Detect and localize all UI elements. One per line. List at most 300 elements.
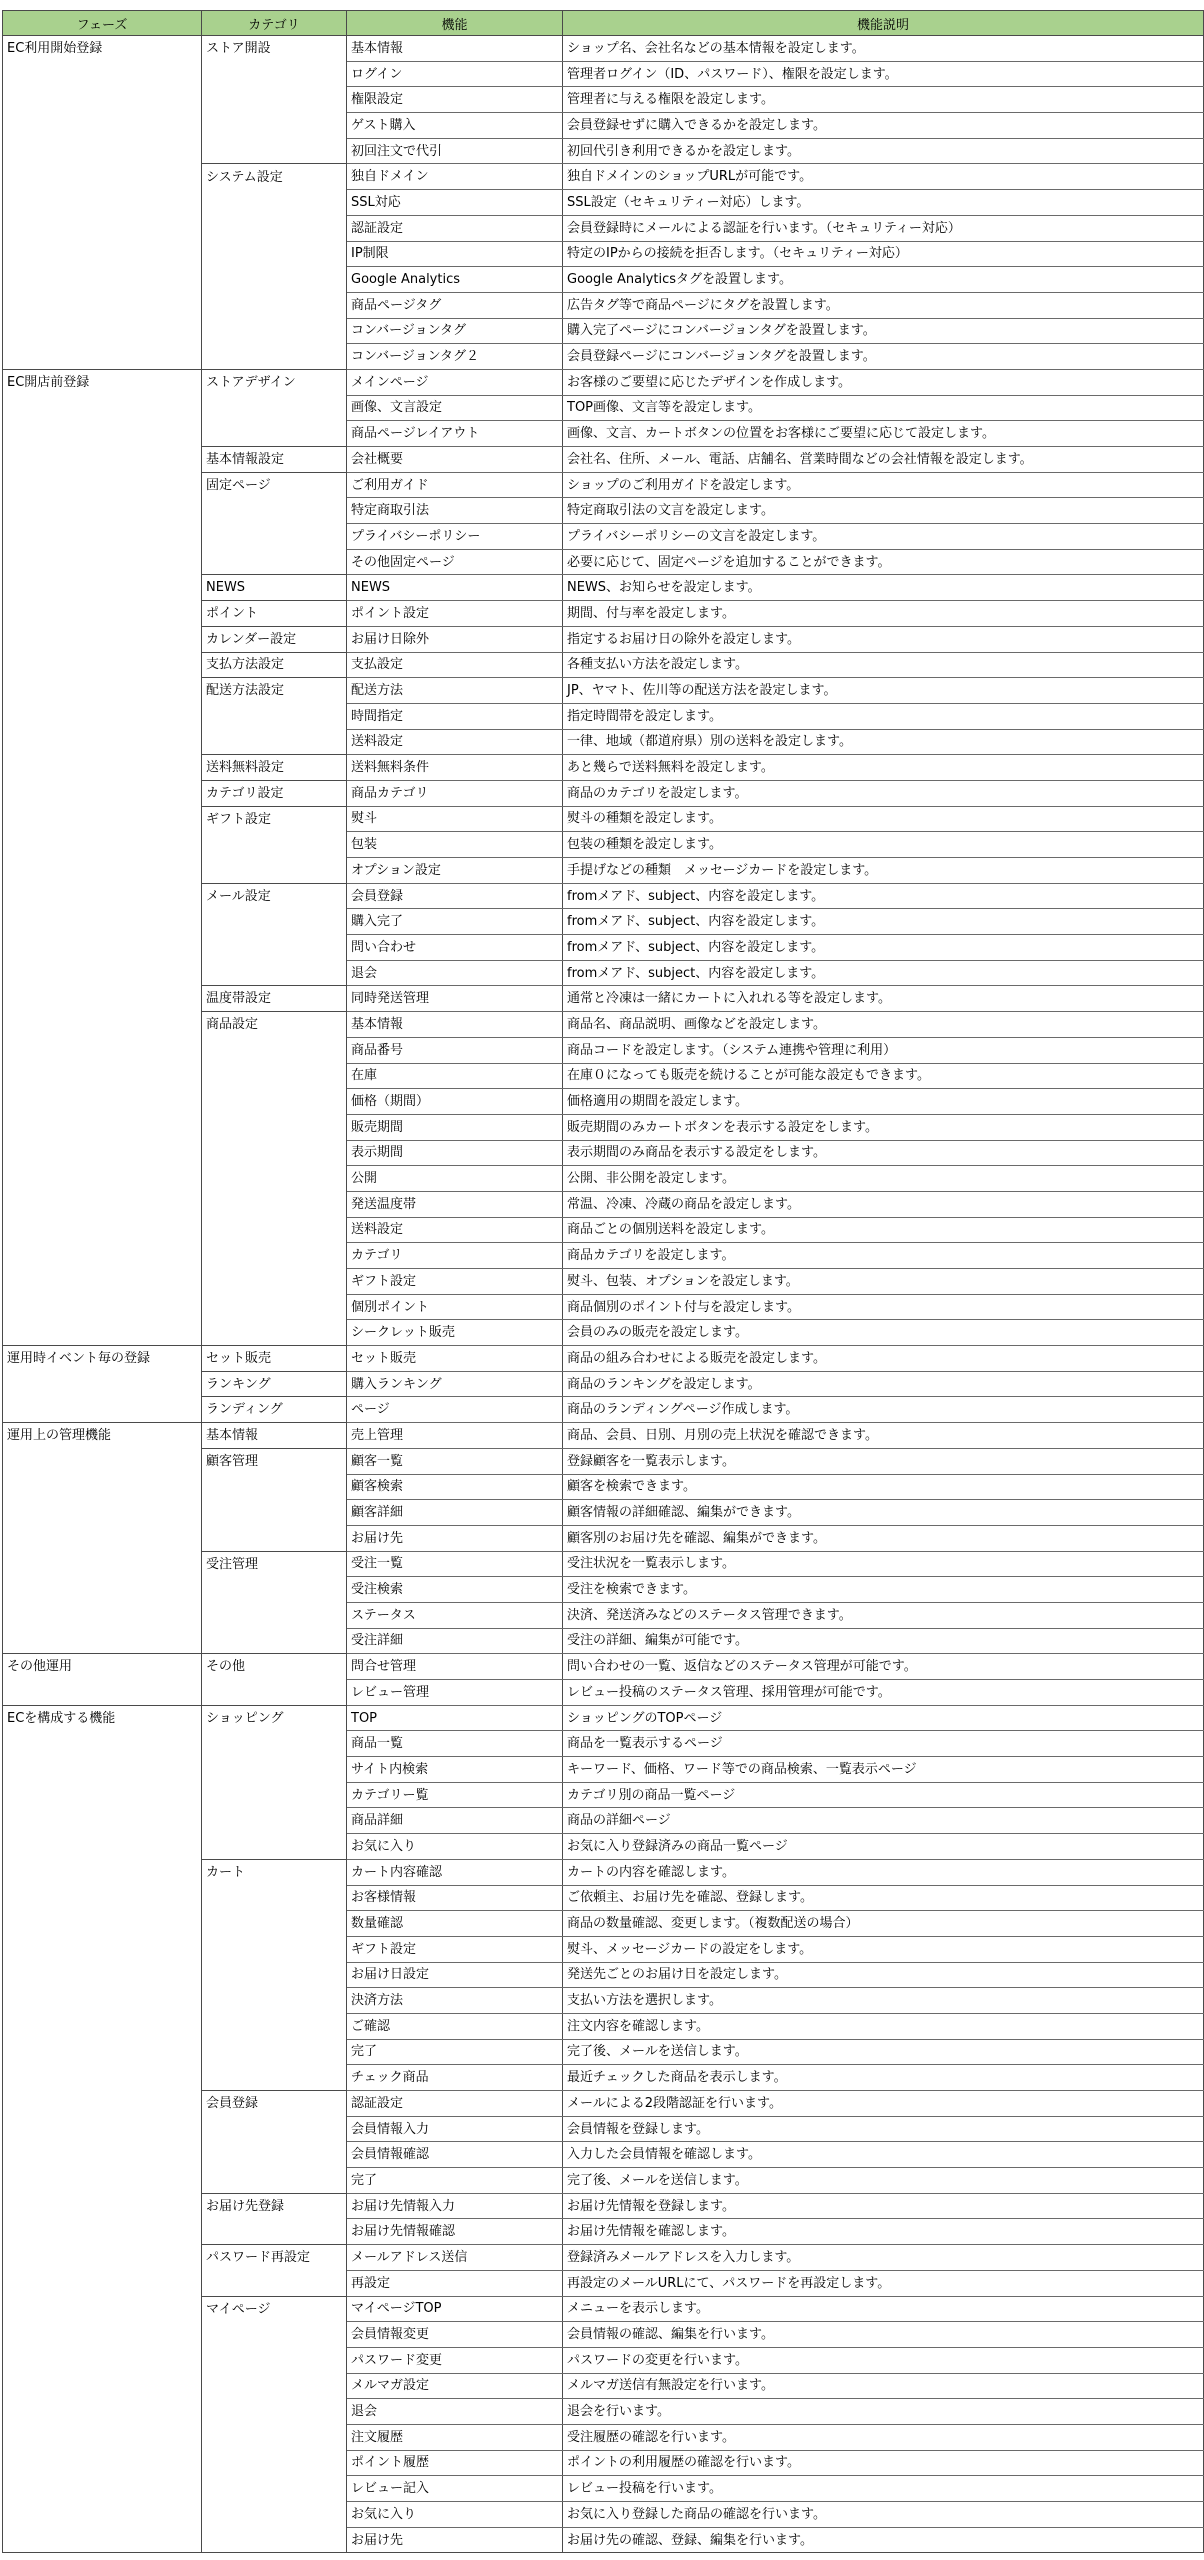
feature-cell[interactable]: 問合せ管理 (347, 1654, 563, 1680)
description-cell[interactable]: 商品を一覧表示するページ (563, 1731, 1204, 1757)
phase-cell[interactable] (3, 1859, 202, 1885)
description-cell[interactable]: 完了後、メールを送信します。 (563, 2039, 1204, 2065)
feature-cell[interactable]: 顧客検索 (347, 1474, 563, 1500)
feature-cell[interactable]: シークレット販売 (347, 1320, 563, 1346)
description-cell[interactable]: 常温、冷凍、冷蔵の商品を設定します。 (563, 1191, 1204, 1217)
category-cell[interactable]: ポイント (202, 601, 347, 627)
description-cell[interactable]: 商品カテゴリを設定します。 (563, 1243, 1204, 1269)
phase-cell[interactable] (3, 1320, 202, 1346)
description-cell[interactable]: 注文内容を確認します。 (563, 2013, 1204, 2039)
category-cell[interactable]: パスワード再設定 (202, 2245, 347, 2271)
description-cell[interactable]: 公開、非公開を設定します。 (563, 1166, 1204, 1192)
description-cell[interactable]: JP、ヤマト、佐川等の配送方法を設定します。 (563, 678, 1204, 704)
feature-cell[interactable]: 包装 (347, 832, 563, 858)
feature-cell[interactable]: 熨斗 (347, 806, 563, 832)
phase-cell[interactable] (3, 2322, 202, 2348)
description-cell[interactable]: 各種支払い方法を設定します。 (563, 652, 1204, 678)
phase-cell[interactable]: その他運用 (3, 1654, 202, 1680)
category-cell[interactable] (202, 1962, 347, 1988)
category-cell[interactable]: その他 (202, 1654, 347, 1680)
phase-cell[interactable] (3, 960, 202, 986)
category-cell[interactable] (202, 832, 347, 858)
phase-cell[interactable] (3, 1911, 202, 1937)
description-cell[interactable]: 受注を検索できます。 (563, 1577, 1204, 1603)
description-cell[interactable]: 価格適用の期間を設定します。 (563, 1089, 1204, 1115)
description-cell[interactable]: 必要に応じて、固定ページを追加することができます。 (563, 549, 1204, 575)
feature-cell[interactable]: マイページTOP (347, 2296, 563, 2322)
category-cell[interactable] (202, 1114, 347, 1140)
description-cell[interactable]: ショップのご利用ガイドを設定します。 (563, 472, 1204, 498)
feature-cell[interactable]: 売上管理 (347, 1423, 563, 1449)
category-cell[interactable]: メール設定 (202, 883, 347, 909)
description-cell[interactable]: 期間、付与率を設定します。 (563, 601, 1204, 627)
phase-cell[interactable] (3, 1988, 202, 2014)
feature-cell[interactable]: 初回注文で代引 (347, 138, 563, 164)
phase-cell[interactable] (3, 806, 202, 832)
feature-cell[interactable]: 送料無料条件 (347, 755, 563, 781)
description-cell[interactable]: Google Analyticsタグを設置します。 (563, 267, 1204, 293)
description-cell[interactable]: 指定するお届け日の除外を設定します。 (563, 626, 1204, 652)
phase-cell[interactable] (3, 164, 202, 190)
phase-cell[interactable] (3, 2399, 202, 2425)
phase-cell[interactable] (3, 2527, 202, 2553)
feature-cell[interactable]: 表示期間 (347, 1140, 563, 1166)
description-cell[interactable]: プライバシーポリシーの文言を設定します。 (563, 524, 1204, 550)
phase-cell[interactable] (3, 2116, 202, 2142)
phase-cell[interactable] (3, 2168, 202, 2194)
feature-cell[interactable]: 権限設定 (347, 87, 563, 113)
category-cell[interactable] (202, 1731, 347, 1757)
description-cell[interactable]: 表示期間のみ商品を表示する設定をします。 (563, 1140, 1204, 1166)
category-cell[interactable]: お届け先登録 (202, 2193, 347, 2219)
description-cell[interactable]: ショッピングのTOPページ (563, 1705, 1204, 1731)
feature-cell[interactable]: 完了 (347, 2168, 563, 2194)
phase-cell[interactable] (3, 1834, 202, 1860)
feature-cell[interactable]: 独自ドメイン (347, 164, 563, 190)
description-cell[interactable]: 商品ごとの個別送料を設定します。 (563, 1217, 1204, 1243)
category-cell[interactable]: 商品設定 (202, 1012, 347, 1038)
description-cell[interactable]: レビュー投稿のステータス管理、採用管理が可能です。 (563, 1680, 1204, 1706)
feature-cell[interactable]: IP制限 (347, 241, 563, 267)
feature-cell[interactable]: 個別ポイント (347, 1294, 563, 1320)
phase-cell[interactable] (3, 1628, 202, 1654)
phase-cell[interactable] (3, 215, 202, 241)
description-cell[interactable]: 受注状況を一覧表示します。 (563, 1551, 1204, 1577)
category-cell[interactable] (202, 1166, 347, 1192)
feature-cell[interactable]: 完了 (347, 2039, 563, 2065)
feature-cell[interactable]: 会員情報入力 (347, 2116, 563, 2142)
feature-cell[interactable]: 会社概要 (347, 447, 563, 473)
description-cell[interactable]: 支払い方法を選択します。 (563, 1988, 1204, 2014)
description-cell[interactable]: カートの内容を確認します。 (563, 1859, 1204, 1885)
phase-cell[interactable] (3, 601, 202, 627)
feature-cell[interactable]: 画像、文言設定 (347, 395, 563, 421)
phase-cell[interactable]: 運用時イベント毎の登録 (3, 1346, 202, 1372)
phase-cell[interactable] (3, 1243, 202, 1269)
feature-cell[interactable]: 受注詳細 (347, 1628, 563, 1654)
feature-cell[interactable]: ポイント履歴 (347, 2450, 563, 2476)
phase-cell[interactable] (3, 626, 202, 652)
category-cell[interactable] (202, 1217, 347, 1243)
feature-cell[interactable]: 顧客一覧 (347, 1448, 563, 1474)
phase-cell[interactable] (3, 1885, 202, 1911)
feature-cell[interactable]: 決済方法 (347, 1988, 563, 2014)
feature-cell[interactable]: 会員登録 (347, 883, 563, 909)
feature-cell[interactable]: お届け日設定 (347, 1962, 563, 1988)
category-cell[interactable]: NEWS (202, 575, 347, 601)
category-cell[interactable] (202, 241, 347, 267)
description-cell[interactable]: fromメアド、subject、内容を設定します。 (563, 935, 1204, 961)
category-cell[interactable] (202, 1243, 347, 1269)
phase-cell[interactable] (3, 1525, 202, 1551)
phase-cell[interactable] (3, 1037, 202, 1063)
feature-cell[interactable]: 配送方法 (347, 678, 563, 704)
feature-cell[interactable]: 数量確認 (347, 1911, 563, 1937)
phase-cell[interactable] (3, 729, 202, 755)
phase-cell[interactable] (3, 1294, 202, 1320)
feature-cell[interactable]: お客様情報 (347, 1885, 563, 1911)
description-cell[interactable]: 顧客を検索できます。 (563, 1474, 1204, 1500)
category-cell[interactable] (202, 1757, 347, 1783)
feature-cell[interactable]: 受注検索 (347, 1577, 563, 1603)
description-cell[interactable]: 入力した会員情報を確認します。 (563, 2142, 1204, 2168)
phase-cell[interactable] (3, 2373, 202, 2399)
phase-cell[interactable] (3, 1731, 202, 1757)
phase-cell[interactable] (3, 858, 202, 884)
description-cell[interactable]: 独自ドメインのショップURLが可能です。 (563, 164, 1204, 190)
category-cell[interactable] (202, 2219, 347, 2245)
category-cell[interactable] (202, 1269, 347, 1295)
phase-cell[interactable] (3, 1217, 202, 1243)
phase-cell[interactable] (3, 1757, 202, 1783)
feature-cell[interactable]: ポイント設定 (347, 601, 563, 627)
feature-cell[interactable]: ギフト設定 (347, 1269, 563, 1295)
category-cell[interactable] (202, 1808, 347, 1834)
phase-cell[interactable] (3, 780, 202, 806)
phase-cell[interactable] (3, 549, 202, 575)
category-cell[interactable]: 基本情報設定 (202, 447, 347, 473)
category-cell[interactable]: 温度帯設定 (202, 986, 347, 1012)
description-cell[interactable]: 特定商取引法の文言を設定します。 (563, 498, 1204, 524)
category-cell[interactable]: 支払方法設定 (202, 652, 347, 678)
phase-cell[interactable] (3, 61, 202, 87)
category-cell[interactable] (202, 2142, 347, 2168)
description-cell[interactable]: メールによる2段階認証を行います。 (563, 2091, 1204, 2117)
category-cell[interactable] (202, 2476, 347, 2502)
description-cell[interactable]: 購入完了ページにコンバージョンタグを設置します。 (563, 318, 1204, 344)
phase-cell[interactable] (3, 2270, 202, 2296)
category-cell[interactable] (202, 2116, 347, 2142)
phase-cell[interactable] (3, 2065, 202, 2091)
feature-cell[interactable]: Google Analytics (347, 267, 563, 293)
category-cell[interactable] (202, 1294, 347, 1320)
description-cell[interactable]: 商品名、商品説明、画像などを設定します。 (563, 1012, 1204, 1038)
phase-cell[interactable] (3, 2347, 202, 2373)
feature-cell[interactable]: 注文履歴 (347, 2424, 563, 2450)
feature-cell[interactable]: 受注一覧 (347, 1551, 563, 1577)
feature-cell[interactable]: 発送温度帯 (347, 1191, 563, 1217)
category-cell[interactable]: システム設定 (202, 164, 347, 190)
description-cell[interactable]: 特定のIPからの接続を拒否します。（セキュリティー対応） (563, 241, 1204, 267)
feature-cell[interactable]: 会員情報確認 (347, 2142, 563, 2168)
description-cell[interactable]: 顧客別のお届け先を確認、編集ができます。 (563, 1525, 1204, 1551)
category-cell[interactable]: ストアデザイン (202, 369, 347, 395)
description-cell[interactable]: 熨斗、メッセージカードの設定をします。 (563, 1936, 1204, 1962)
category-cell[interactable] (202, 1988, 347, 2014)
category-cell[interactable] (202, 1680, 347, 1706)
phase-cell[interactable]: EC開店前登録 (3, 369, 202, 395)
feature-cell[interactable]: メルマガ設定 (347, 2373, 563, 2399)
category-cell[interactable] (202, 858, 347, 884)
description-cell[interactable]: 登録顧客を一覧表示します。 (563, 1448, 1204, 1474)
feature-cell[interactable]: 販売期間 (347, 1114, 563, 1140)
category-cell[interactable] (202, 1191, 347, 1217)
description-cell[interactable]: レビュー投稿を行います。 (563, 2476, 1204, 2502)
feature-cell[interactable]: 時間指定 (347, 703, 563, 729)
header-category[interactable]: カテゴリ (202, 11, 347, 36)
description-cell[interactable]: 通常と冷凍は一緒にカートに入れれる等を設定します。 (563, 986, 1204, 1012)
description-cell[interactable]: 会員登録時にメールによる認証を行います。（セキュリティー対応） (563, 215, 1204, 241)
feature-cell[interactable]: 商品詳細 (347, 1808, 563, 1834)
description-cell[interactable]: 商品の組み合わせによる販売を設定します。 (563, 1346, 1204, 1372)
category-cell[interactable]: 受注管理 (202, 1551, 347, 1577)
category-cell[interactable] (202, 498, 347, 524)
phase-cell[interactable] (3, 1680, 202, 1706)
category-cell[interactable] (202, 421, 347, 447)
feature-cell[interactable]: プライバシーポリシー (347, 524, 563, 550)
description-cell[interactable]: TOP画像、文言等を設定します。 (563, 395, 1204, 421)
feature-cell[interactable]: 認証設定 (347, 2091, 563, 2117)
phase-cell[interactable] (3, 395, 202, 421)
category-cell[interactable]: ギフト設定 (202, 806, 347, 832)
feature-cell[interactable]: SSL対応 (347, 190, 563, 216)
feature-cell[interactable]: 認証設定 (347, 215, 563, 241)
phase-cell[interactable] (3, 883, 202, 909)
feature-cell[interactable]: 送料設定 (347, 729, 563, 755)
description-cell[interactable]: メルマガ送信有無設定を行います。 (563, 2373, 1204, 2399)
phase-cell[interactable] (3, 986, 202, 1012)
description-cell[interactable]: 決済、発送済みなどのステータス管理できます。 (563, 1602, 1204, 1628)
feature-cell[interactable]: 同時発送管理 (347, 986, 563, 1012)
phase-cell[interactable] (3, 267, 202, 293)
description-cell[interactable]: NEWS、お知らせを設定します。 (563, 575, 1204, 601)
category-cell[interactable] (202, 1063, 347, 1089)
phase-cell[interactable] (3, 678, 202, 704)
category-cell[interactable] (202, 2347, 347, 2373)
phase-cell[interactable] (3, 344, 202, 370)
phase-cell[interactable] (3, 87, 202, 113)
feature-cell[interactable]: お届け先情報入力 (347, 2193, 563, 2219)
category-cell[interactable] (202, 344, 347, 370)
category-cell[interactable]: 送料無料設定 (202, 755, 347, 781)
feature-cell[interactable]: コンバージョンタグ (347, 318, 563, 344)
phase-cell[interactable] (3, 1448, 202, 1474)
feature-cell[interactable]: 退会 (347, 960, 563, 986)
phase-cell[interactable] (3, 1397, 202, 1423)
feature-cell[interactable]: 商品カテゴリ (347, 780, 563, 806)
feature-cell[interactable]: 顧客詳細 (347, 1500, 563, 1526)
category-cell[interactable] (202, 2502, 347, 2528)
phase-cell[interactable] (3, 2013, 202, 2039)
description-cell[interactable]: 熨斗の種類を設定します。 (563, 806, 1204, 832)
category-cell[interactable]: 顧客管理 (202, 1448, 347, 1474)
feature-cell[interactable]: レビュー記入 (347, 2476, 563, 2502)
category-cell[interactable] (202, 1140, 347, 1166)
feature-cell[interactable]: NEWS (347, 575, 563, 601)
feature-cell[interactable]: お届け先 (347, 1525, 563, 1551)
description-cell[interactable]: 熨斗、包装、オプションを設定します。 (563, 1269, 1204, 1295)
category-cell[interactable]: カテゴリ設定 (202, 780, 347, 806)
category-cell[interactable] (202, 2039, 347, 2065)
description-cell[interactable]: カテゴリ別の商品一覧ページ (563, 1782, 1204, 1808)
phase-cell[interactable] (3, 1063, 202, 1089)
category-cell[interactable]: カレンダー設定 (202, 626, 347, 652)
description-cell[interactable]: 問い合わせの一覧、返信などのステータス管理が可能です。 (563, 1654, 1204, 1680)
description-cell[interactable]: 会員情報の確認、編集を行います。 (563, 2322, 1204, 2348)
description-cell[interactable]: お届け先の確認、登録、編集を行います。 (563, 2527, 1204, 2553)
category-cell[interactable] (202, 395, 347, 421)
description-cell[interactable]: お届け先情報を確認します。 (563, 2219, 1204, 2245)
description-cell[interactable]: 会員登録せずに購入できるかを設定します。 (563, 113, 1204, 139)
description-cell[interactable]: 完了後、メールを送信します。 (563, 2168, 1204, 2194)
description-cell[interactable]: fromメアド、subject、内容を設定します。 (563, 909, 1204, 935)
category-cell[interactable]: マイページ (202, 2296, 347, 2322)
phase-cell[interactable] (3, 909, 202, 935)
category-cell[interactable] (202, 1628, 347, 1654)
description-cell[interactable]: 会員登録ページにコンバージョンタグを設置します。 (563, 344, 1204, 370)
feature-cell[interactable]: お届け先 (347, 2527, 563, 2553)
category-cell[interactable] (202, 1834, 347, 1860)
description-cell[interactable]: 登録済みメールアドレスを入力します。 (563, 2245, 1204, 2271)
feature-cell[interactable]: 商品ページタグ (347, 292, 563, 318)
feature-cell[interactable]: 在庫 (347, 1063, 563, 1089)
category-cell[interactable] (202, 2424, 347, 2450)
feature-cell[interactable]: 公開 (347, 1166, 563, 1192)
description-cell[interactable]: お気に入り登録済みの商品一覧ページ (563, 1834, 1204, 1860)
phase-cell[interactable] (3, 1191, 202, 1217)
feature-cell[interactable]: 基本情報 (347, 36, 563, 62)
phase-cell[interactable] (3, 2245, 202, 2271)
phase-cell[interactable] (3, 421, 202, 447)
feature-cell[interactable]: メールアドレス送信 (347, 2245, 563, 2271)
description-cell[interactable]: お客様のご要望に応じたデザインを作成します。 (563, 369, 1204, 395)
feature-cell[interactable]: 送料設定 (347, 1217, 563, 1243)
phase-cell[interactable] (3, 113, 202, 139)
category-cell[interactable] (202, 935, 347, 961)
description-cell[interactable]: 商品のカテゴリを設定します。 (563, 780, 1204, 806)
description-cell[interactable]: キーワード、価格、ワード等での商品検索、一覧表示ページ (563, 1757, 1204, 1783)
category-cell[interactable] (202, 909, 347, 935)
category-cell[interactable] (202, 2373, 347, 2399)
feature-cell[interactable]: 商品番号 (347, 1037, 563, 1063)
header-feature[interactable]: 機能 (347, 11, 563, 36)
category-cell[interactable] (202, 1037, 347, 1063)
category-cell[interactable] (202, 2168, 347, 2194)
feature-cell[interactable]: 再設定 (347, 2270, 563, 2296)
phase-cell[interactable] (3, 575, 202, 601)
category-cell[interactable] (202, 524, 347, 550)
header-phase[interactable]: フェーズ (3, 11, 202, 36)
description-cell[interactable]: 退会を行います。 (563, 2399, 1204, 2425)
category-cell[interactable] (202, 2450, 347, 2476)
phase-cell[interactable] (3, 1782, 202, 1808)
feature-cell[interactable]: ステータス (347, 1602, 563, 1628)
phase-cell[interactable] (3, 318, 202, 344)
feature-cell[interactable]: カテゴリ (347, 1243, 563, 1269)
category-cell[interactable]: ストア開設 (202, 36, 347, 62)
phase-cell[interactable]: ECを構成する機能 (3, 1705, 202, 1731)
phase-cell[interactable] (3, 1166, 202, 1192)
phase-cell[interactable] (3, 1269, 202, 1295)
description-cell[interactable]: 手提げなどの種類 メッセージカードを設定します。 (563, 858, 1204, 884)
phase-cell[interactable] (3, 832, 202, 858)
feature-cell[interactable]: コンバージョンタグ２ (347, 344, 563, 370)
description-cell[interactable]: メニューを表示します。 (563, 2296, 1204, 2322)
category-cell[interactable] (202, 2322, 347, 2348)
feature-cell[interactable]: 商品一覧 (347, 1731, 563, 1757)
description-cell[interactable]: SSL設定（セキュリティー対応）します。 (563, 190, 1204, 216)
phase-cell[interactable] (3, 1577, 202, 1603)
phase-cell[interactable] (3, 1936, 202, 1962)
description-cell[interactable]: 発送先ごとのお届け日を設定します。 (563, 1962, 1204, 1988)
description-cell[interactable]: fromメアド、subject、内容を設定します。 (563, 883, 1204, 909)
phase-cell[interactable] (3, 1962, 202, 1988)
description-cell[interactable]: パスワードの変更を行います。 (563, 2347, 1204, 2373)
description-cell[interactable]: 会社名、住所、メール、電話、店舗名、営業時間などの会社情報を設定します。 (563, 447, 1204, 473)
feature-cell[interactable]: 会員情報変更 (347, 2322, 563, 2348)
category-cell[interactable] (202, 138, 347, 164)
category-cell[interactable]: カート (202, 1859, 347, 1885)
description-cell[interactable]: 在庫０になっても販売を続けることが可能な設定もできます。 (563, 1063, 1204, 1089)
category-cell[interactable] (202, 1936, 347, 1962)
description-cell[interactable]: 商品のランキングを設定します。 (563, 1371, 1204, 1397)
feature-cell[interactable]: ギフト設定 (347, 1936, 563, 1962)
feature-cell[interactable]: お気に入り (347, 1834, 563, 1860)
description-cell[interactable]: 管理者ログイン（ID、パスワード）、権限を設定します。 (563, 61, 1204, 87)
phase-cell[interactable] (3, 2091, 202, 2117)
category-cell[interactable] (202, 703, 347, 729)
description-cell[interactable]: 商品のランディングページ作成します。 (563, 1397, 1204, 1423)
feature-cell[interactable]: オプション設定 (347, 858, 563, 884)
description-cell[interactable]: 広告タグ等で商品ページにタグを設置します。 (563, 292, 1204, 318)
description-cell[interactable]: ご依頼主、お届け先を確認、登録します。 (563, 1885, 1204, 1911)
category-cell[interactable] (202, 2065, 347, 2091)
description-cell[interactable]: 商品個別のポイント付与を設定します。 (563, 1294, 1204, 1320)
phase-cell[interactable]: 運用上の管理機能 (3, 1423, 202, 1449)
category-cell[interactable] (202, 1089, 347, 1115)
phase-cell[interactable] (3, 1808, 202, 1834)
phase-cell[interactable] (3, 935, 202, 961)
category-cell[interactable] (202, 267, 347, 293)
phase-cell[interactable] (3, 190, 202, 216)
category-cell[interactable] (202, 549, 347, 575)
feature-cell[interactable]: 退会 (347, 2399, 563, 2425)
category-cell[interactable]: 会員登録 (202, 2091, 347, 2117)
feature-cell[interactable]: 商品ページレイアウト (347, 421, 563, 447)
phase-cell[interactable] (3, 2219, 202, 2245)
feature-cell[interactable]: ページ (347, 1397, 563, 1423)
feature-cell[interactable]: サイト内検索 (347, 1757, 563, 1783)
description-cell[interactable]: お気に入り登録した商品の確認を行います。 (563, 2502, 1204, 2528)
category-cell[interactable] (202, 292, 347, 318)
description-cell[interactable]: 販売期間のみカートボタンを表示する設定をします。 (563, 1114, 1204, 1140)
category-cell[interactable] (202, 1500, 347, 1526)
category-cell[interactable]: ランディング (202, 1397, 347, 1423)
category-cell[interactable] (202, 61, 347, 87)
feature-cell[interactable]: レビュー管理 (347, 1680, 563, 1706)
phase-cell[interactable] (3, 472, 202, 498)
description-cell[interactable]: 再設定のメールURLにて、パスワードを再設定します。 (563, 2270, 1204, 2296)
